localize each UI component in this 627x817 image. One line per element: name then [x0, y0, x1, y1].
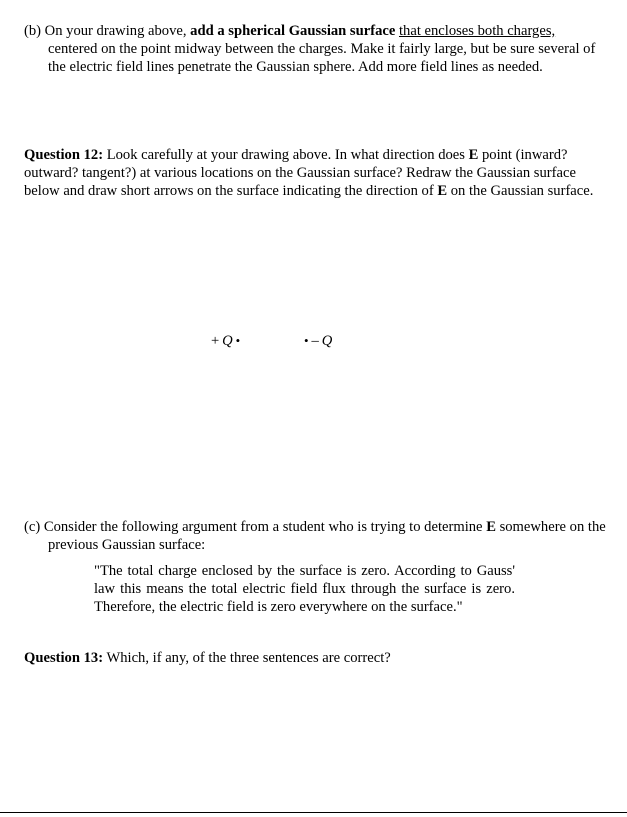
part-b-rest: centered on the point midway between the charges. Make it fairly large, but be sure several of the electric field lines penetrate the Gaussian sphere. Add more field lines as needed. [48, 41, 596, 75]
part-c-text-1: (c) Consider the following argument from a student who is trying to determine [24, 519, 487, 535]
question-12-label: Question 12: [24, 147, 104, 163]
part-c-e-symbol: E [486, 519, 496, 535]
part-b-paragraph [24, 22, 604, 76]
negative-charge-symbol: Q [321, 333, 333, 349]
question-13-text: Which, if any, of the three sentences are correct? [103, 650, 391, 666]
question-12-e-symbol-1: E [468, 147, 479, 163]
negative-charge-label [304, 332, 332, 350]
student-argument-quote: "The total charge enclosed by the surface is zero. According to Gauss' law this means the total electric field flux through the surface is zero. Therefore, the electric field is zero everywhere on the surface." [94, 563, 515, 615]
charge-diagram [0, 332, 627, 356]
question-12-text-3: on the Gaussian surface. [447, 183, 594, 199]
part-b-bold-instruction: add a spherical Gaussian surface [190, 23, 396, 39]
question-12-text-1: Look carefully at your drawing above. In what direction does [103, 147, 469, 163]
positive-sign: + [211, 333, 220, 349]
negative-sign: – [311, 333, 319, 349]
part-b-underlined-instruction: that encloses both charges, [398, 23, 556, 39]
positive-charge-symbol: Q [222, 333, 233, 349]
positive-charge-dot: • [235, 333, 241, 348]
question-12-e-symbol-2: E [437, 183, 448, 199]
question-12-paragraph [24, 146, 614, 200]
part-c-paragraph [24, 518, 609, 554]
part-c-text [24, 518, 609, 554]
part-c-text-2: somewhere on the previous Gaussian surface: [48, 519, 606, 553]
negative-charge-dot: • [304, 333, 309, 348]
question-13-label: Question 13: [24, 650, 104, 666]
positive-charge-label [211, 332, 240, 350]
part-b-text [24, 22, 604, 76]
question-12-text-2: point (inward? outward? tangent?) at various locations on the Gaussian surface? Redraw the Gaussian surface below and draw short arrows on the surface indicating the direction of [24, 147, 576, 199]
part-b-label: (b) On your drawing above, [24, 23, 191, 39]
bottom-divider [0, 812, 627, 813]
question-13-paragraph [24, 649, 604, 667]
